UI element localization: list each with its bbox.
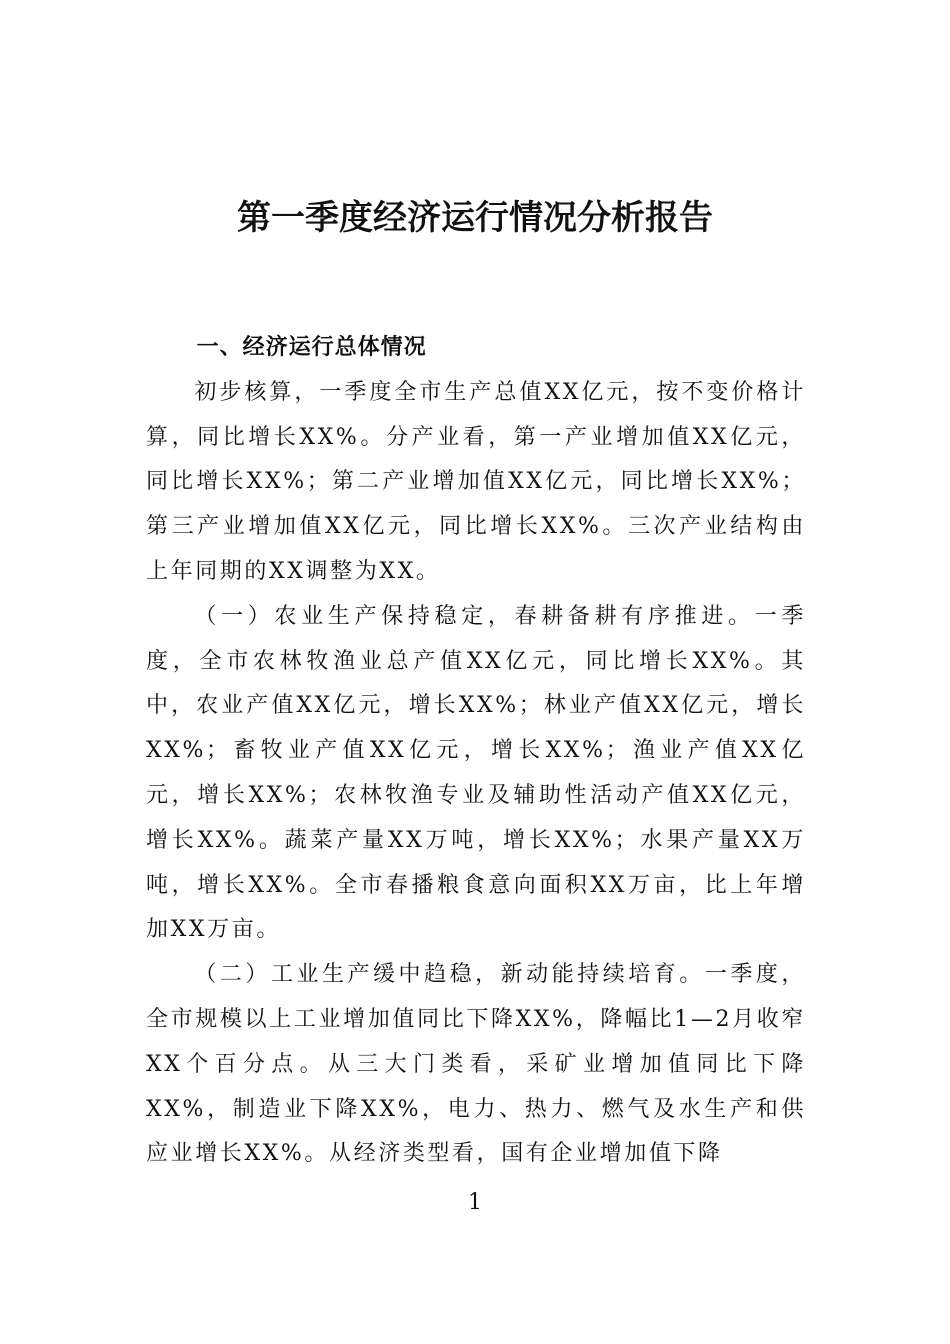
page-number: 1 bbox=[468, 1190, 482, 1215]
agriculture-paragraph bbox=[146, 595, 806, 953]
section-heading: 一、经济运行总体情况 bbox=[196, 335, 427, 360]
industry-paragraph bbox=[146, 953, 806, 1177]
overview-paragraph: 初步核算，一季度全市生产总值XX亿元，按不变价格计算，同比增长XX%。分产业看，第一产业增加值XX亿元，同比增长XX%；第二产业增加值XX亿元，同比增长XX%；第三产业增加值XX亿元，同比增长XX%。三次产业结构由上年同期的XX调整为XX。 bbox=[146, 379, 806, 584]
industry-subheading: （二）工业生产缓中趋稳，新动能持续培育。 bbox=[194, 962, 705, 988]
document-title: 第一季度经济运行情况分析报告 bbox=[237, 198, 713, 238]
agriculture-subheading: （一）农业生产保持稳定，春耕备耕有序推进。 bbox=[194, 603, 755, 629]
industry-text: 一季度，全市规模以上工业增加值同比下降XX%，降幅比1—2月收窄XX个百分点。从三大门类看，采矿业增加值同比下降XX%，制造业下降XX%，电力、热力、燃气及水生产和供应业增长XX%。从经济类型看，国有企业增加值下降 bbox=[146, 962, 806, 1167]
agriculture-text: 一季度，全市农林牧渔业总产值XX亿元，同比增长XX%。其中，农业产值XX亿元，增长XX%；林业产值XX亿元，增长XX%；畜牧业产值XX亿元，增长XX%；渔业产值XX亿元，增长XX%；农林牧渔专业及辅助性活动产值XX亿元，增长XX%。蔬菜产量XX万吨，增长XX%；水果产量XX万吨，增长XX%。全市春播粮食意向面积XX万亩，比上年增加XX万亩。 bbox=[146, 603, 807, 943]
document-body bbox=[146, 326, 806, 1177]
